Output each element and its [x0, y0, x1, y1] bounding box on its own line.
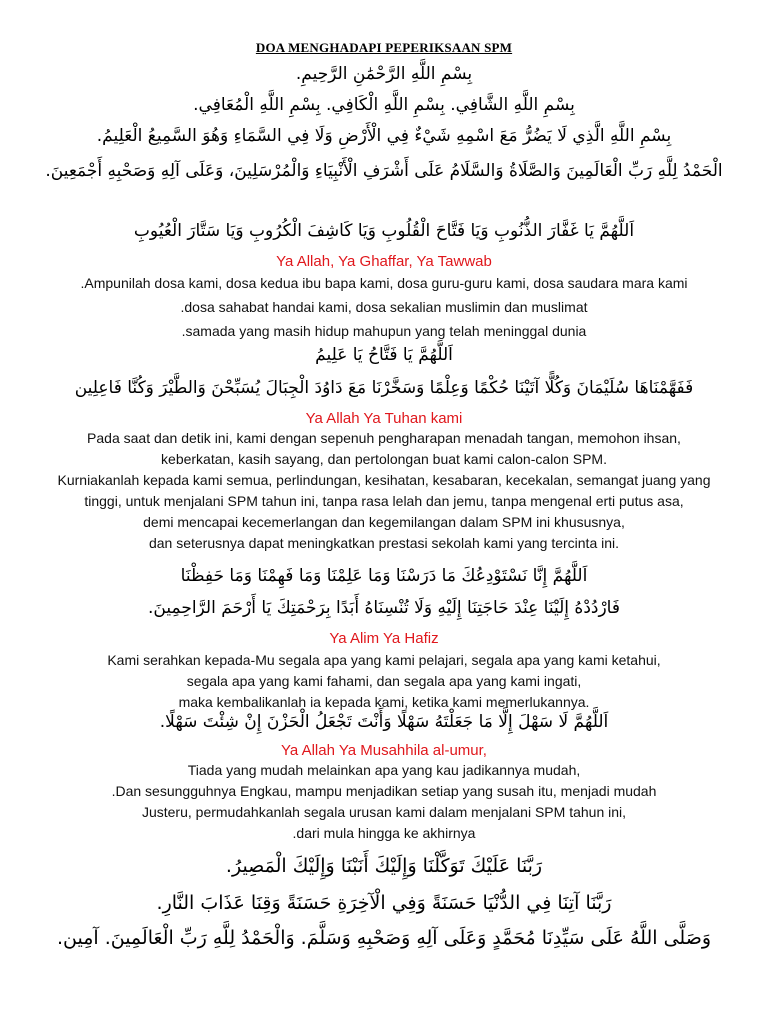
page-title: DOA MENGHADAPI PEPERIKSAAN SPM	[255, 40, 513, 55]
section2-line: dan seterusnya dapat meningkatkan prestasi sekolah kami yang tercinta ini.	[148, 535, 620, 551]
arabic-bismillah-protection: بِسْمِ اللَّهِ الَّذِي لَا يَضُرُّ مَعَ اسْمِهِ شَيْءٌ فِي الْأَرْضِ وَلَا فِي السَّمَاءِ وَهُوَ السَّمِيعُ الْعَلِيمُ.	[96, 126, 672, 146]
section4-line: .Dan sesungguhnya Engkau, mampu menjadikan setiap yang susah itu, menjadi mudah	[111, 783, 657, 799]
arabic-section3-prayer: اَللَّهُمَّ إِنَّا نَسْتَوْدِعُكَ مَا دَرَسْنَا وَمَا عَلِمْنَا وَمَا فَهِمْنَا وَمَا حَفِظْنَا	[180, 566, 588, 586]
section2-line: Pada saat dan detik ini, kami dengan sepenuh pengharapan menadah tangan, memohon ihsan,	[87, 430, 681, 446]
section1-heading: Ya Allah, Ya Ghaffar, Ya Tawwab	[276, 253, 492, 270]
section3-line: maka kembalikanlah ia kepada kami, ketika kami memerlukannya.	[178, 694, 590, 710]
section2-line: keberkatan, kasih sayang, dan pertolongan buat kami calon-calon SPM.	[161, 451, 607, 467]
section3-line: Kami serahkan kepada-Mu segala apa yang kami pelajari, segala apa yang kami ketahui,	[107, 652, 661, 668]
section4-heading: Ya Allah Ya Musahhila al-umur,	[281, 742, 487, 759]
section1-line: .Ampunilah dosa kami, dosa kedua ibu bapa kami, dosa guru-guru kami, dosa saudara mara kami	[80, 275, 688, 291]
arabic-closing-salawat: وَصَلَّى اللَّهُ عَلَى سَيِّدِنَا مُحَمَّدٍ وَعَلَى آلِهِ وَصَحْبِهِ وَسَلَّمَ. وَالْحَمْدُ لِلَّهِ رَبِّ الْعَالَمِينَ. آمِين.	[56, 927, 712, 949]
section2-line: tinggi, untuk menjalani SPM tahun ini, tanpa rasa lelah dan jemu, tanpa mengenal erti putus asa,	[84, 493, 684, 509]
section3-heading: Ya Alim Ya Hafiz	[329, 630, 439, 647]
arabic-basmalah: بِسْمِ اللَّهِ الرَّحْمَٰنِ الرَّحِيمِ.	[295, 64, 473, 84]
section1-line: .dosa sahabat handai kami, dosa sekalian muslimin dan muslimat	[180, 299, 588, 315]
arabic-section3-prayer-cont: فَارْدُدْهُ إِلَيْنَا عِنْدَ حَاجَتِنَا إِلَيْهِ وَلَا تُنْسِنَاهُ أَبَدًا بِرَحْمَتِكَ يَا أَرْحَمَ الرَّاحِمِينَ.	[148, 598, 620, 618]
section2-line: Kurniakanlah kepada kami semua, perlindungan, kesihatan, kesabaran, kecekalan, semangat juang yang	[57, 472, 711, 488]
section4-line: .dari mula hingga ke akhirnya	[292, 825, 476, 841]
arabic-closing-tawakkul: رَبَّنَا عَلَيْكَ تَوَكَّلْنَا وَإِلَيْكَ أَنَبْنَا وَإِلَيْكَ الْمَصِيرُ.	[225, 855, 543, 877]
arabic-bismillah-names: بِسْمِ اللَّهِ الشَّافِي. بِسْمِ اللَّهِ الْكَافِي. بِسْمِ اللَّهِ الْمُعَافِي.	[193, 95, 575, 115]
section4-line: Justeru, permudahkanlah segala urusan kami dalam menjalani SPM tahun ini,	[141, 804, 627, 820]
section3-line: segala apa yang kami fahami, dan segala apa yang kami ingati,	[186, 673, 582, 689]
section1-line: .samada yang masih hidup mahupun yang telah meninggal dunia	[181, 323, 587, 339]
arabic-section4-prayer: اَللَّهُمَّ لَا سَهْلَ إِلَّا مَا جَعَلْتَهُ سَهْلًا وَأَنْتَ تَجْعَلُ الْحَزْنَ إِنْ شِئْتَ سَهْلًا.	[159, 712, 609, 732]
section2-line: demi mencapai kecemerlangan dan kegemilangan dalam SPM ini khususnya,	[143, 514, 625, 530]
arabic-hamdalah: الْحَمْدُ لِلَّهِ رَبِّ الْعَالَمِينَ وَالصَّلَاةُ وَالسَّلَامُ عَلَى أَشْرَفِ الْأَنْبِيَاءِ وَالْمُرْسَلِينَ، وَعَلَى آلِهِ وَصَحْبِهِ أَجْمَعِينَ.	[45, 161, 723, 181]
section2-heading: Ya Allah Ya Tuhan kami	[305, 410, 463, 427]
arabic-section2-verse: فَفَهَّمْنَاهَا سُلَيْمَانَ وَكُلًّا آتَيْنَا حُكْمًا وَعِلْمًا وَسَخَّرْنَا مَعَ دَاوُدَ الْجِبَالَ يُسَبِّحْنَ وَالطَّيْرَ وَكُنَّا فَاعِلِين	[74, 378, 694, 398]
arabic-section1-prayer: اَللَّهُمَّ يَا غَفَّارَ الذُّنُوبِ وَيَا فَتَّاحَ الْقُلُوبِ وَيَا كَاشِفَ الْكُرُوبِ وَيَا سَتَّارَ الْعُيُوبِ	[133, 221, 635, 241]
arabic-closing-rabbana: رَبَّنَا آتِنَا فِي الدُّنْيَا حَسَنَةً وَفِي الْآخِرَةِ حَسَنَةً وَقِنَا عَذَابَ النَّارِ.	[156, 892, 612, 914]
section4-line: Tiada yang mudah melainkan apa yang kau jadikannya mudah,	[187, 762, 581, 778]
arabic-section2-prayer: اَللَّهُمَّ يَا فَتَّاحُ يَا عَلِيمُ	[315, 345, 453, 365]
